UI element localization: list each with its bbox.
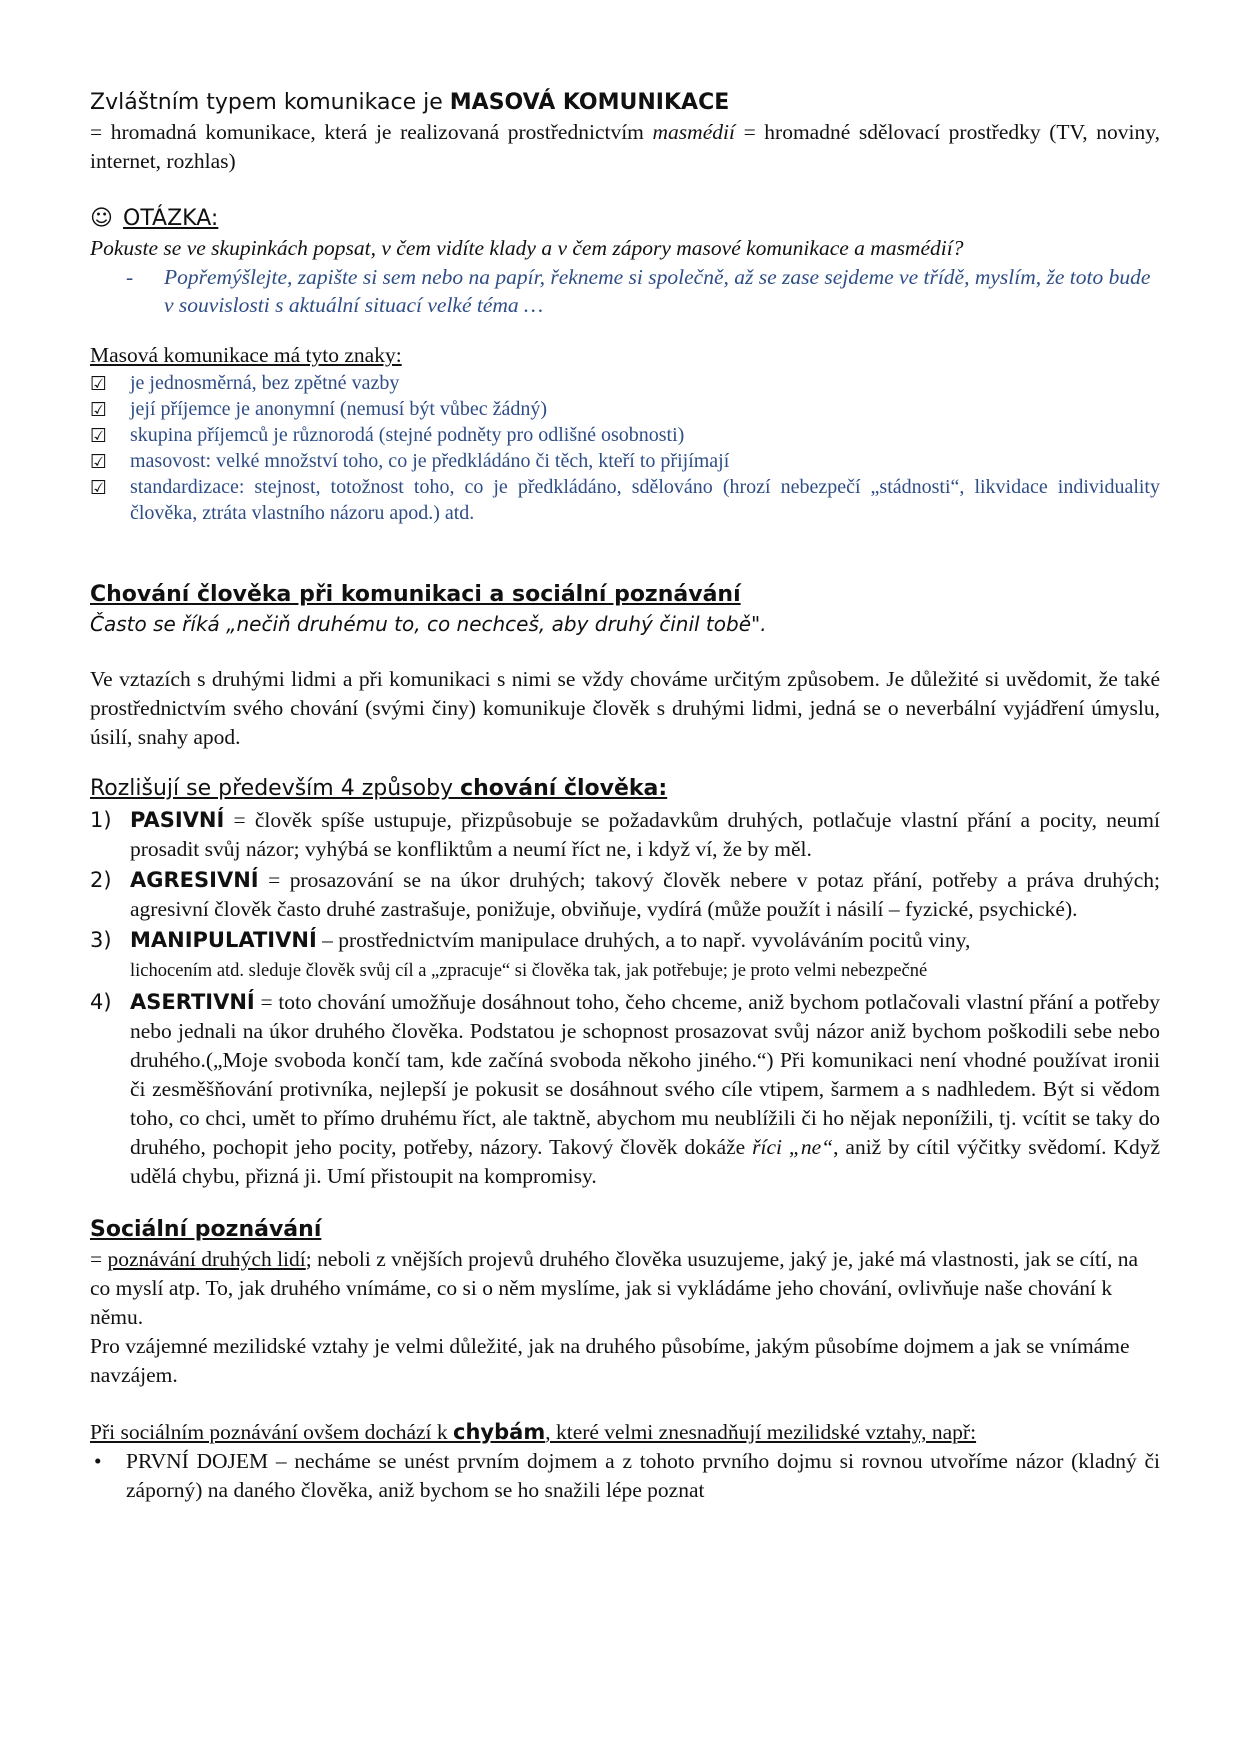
question-hint-text: Popřemýšlejte, zapište si sem nebo na papír, řekneme si společně, až se zase sejdeme ve třídě, myslím, že toto bude v souvislosti s aktuální situací velké téma … xyxy=(164,265,1151,317)
bullet-marker: • xyxy=(94,1449,102,1473)
mass-def-a: = hromadná komunikace, která je realizovaná prostřednictvím xyxy=(90,120,653,144)
mass-title-prefix: Zvláštním typem komunikace je xyxy=(90,90,450,115)
traits-list xyxy=(90,370,1160,526)
behavior-type-manipulative: 3) MANIPULATIVNÍ – prostřednictvím manipulace druhých, a to např. vyvoláváním pocitů viny, lichocením atd. sleduje člověk svůj cíl a „zpracuje“ si člověka tak, jak potřebuje; je proto velmi nebezpečné xyxy=(90,928,971,981)
mass-definition xyxy=(90,118,1160,176)
errors-intro: Při sociálním poznávání ovšem dochází k chybám, které velmi znesnadňují mezilidské vztahy, např: xyxy=(90,1420,977,1444)
mass-def-em: masmédií xyxy=(652,120,735,144)
mass-title-bold: MASOVÁ KOMUNIKACE xyxy=(449,90,730,115)
checkbox-checked-icon: ☑ xyxy=(90,451,108,473)
mass-title xyxy=(90,88,1160,118)
question-heading xyxy=(90,204,1160,234)
question-label: OTÁZKA: xyxy=(123,206,219,231)
question-text: Pokuste se ve skupinkách popsat, v čem vidíte klady a v čem zápory masové komunikace a masmédií? xyxy=(90,236,964,260)
error-first-impression: • PRVNÍ DOJEM – necháme se unést prvním dojmem a z tohoto prvního dojmu si rovnou utvoříme názor (kladný či záporný) na daného člověka, aniž bychom se ho snažili lépe poznat xyxy=(94,1449,1160,1502)
checkbox-checked-icon: ☑ xyxy=(90,399,108,421)
smiley-icon: ☺ xyxy=(90,206,113,231)
traits-heading: Masová komunikace má tyto znaky: xyxy=(90,343,402,367)
trait-item: ☑ masovost: velké množství toho, co je předkládáno či těch, kteří to přijímají xyxy=(90,450,730,473)
document-page xyxy=(90,88,1160,1505)
behavior-type-aggressive: 2) AGRESIVNÍ = prosazování se na úkor druhých; takový člověk nebere v potaz přání, potřeby a práva druhých; agresivní člověk často druhé zastrašuje, ponižuje, obviňuje, vydírá (může použít i násilí – fyzické, psychické). xyxy=(90,868,1160,921)
trait-item: ☑ její příjemce je anonymní (nemusí být vůbec žádný) xyxy=(90,398,548,421)
trait-item: ☑ standardizace: stejnost, totožnost toho, co je předkládáno, sdělováno (hrozí nebezpečí „stádnosti“, likvidace individuality člověka, ztráta vlastního názoru apod.) atd. xyxy=(90,476,1160,524)
social-paragraph: Pro vzájemné mezilidské vztahy je velmi důležité, jak na druhého působíme, jakým působíme dojmem a jak se vnímáme navzájem. xyxy=(90,1334,1130,1387)
behavior-type-passive: 1) PASIVNÍ = člověk spíše ustupuje, přizpůsobuje se požadavkům druhých, potlačuje vlastní přání a pocity, neumí prosadit svůj názor; vyhýbá se konfliktům a neumí říct ne, i když ví, že by měl. xyxy=(90,808,1160,861)
social-heading: Sociální poznávání xyxy=(90,1217,322,1242)
errors-list xyxy=(90,1447,1160,1505)
types-intro: Rozlišují se především 4 způsoby chování člověka: xyxy=(90,776,668,801)
social-def-term: poznávání druhých lidí xyxy=(107,1247,306,1271)
checkbox-checked-icon: ☑ xyxy=(90,477,108,499)
dash-marker: - xyxy=(126,265,134,289)
behavior-types-list xyxy=(90,806,1160,1191)
behavior-type-assertive: 4) ASERTIVNÍ = toto chování umožňuje dosáhnout toho, čeho chceme, aniž bychom potlačovali vlastní přání a potřeby nebo jednali na úkor druhého člověka. Podstatou je schopnost prosazovat svůj názor aniž bychom poškodili sebe nebo druhého.(„Moje svoboda končí tam, kde začíná svoboda někoho jiného.“) Při komunikaci není vhodné používat ironii či zesměšňování protivníka, nejlepší je pokusit se dosáhnout svého cíle vtipem, šarmem a s nadhledem. Být si vědom toho, co chci, umět to přímo druhému říct, ale taktně, abychom mu neublížili či ho nějak neponížili, tj. vcítit se taky do druhého, pochopit jeho pocity, potřeby, názory. Takový člověk dokáže říci „ne“, aniž by cítil výčitky svědomí. Když udělá chybu, přizná ji. Umí přistoupit na kompromisy. xyxy=(90,990,1160,1188)
behavior-heading: Chování člověka při komunikaci a sociální poznávání xyxy=(90,582,741,607)
checkbox-checked-icon: ☑ xyxy=(90,425,108,447)
question-hint xyxy=(126,263,1160,319)
behavior-quote: Často se říká „nečiň druhému to, co nechceš, aby druhý činil tobě". xyxy=(90,612,767,636)
mass-def-b: = hromadné sdělovací prostředky (TV, noviny, internet, rozhlas) xyxy=(90,120,1160,173)
trait-item: ☑ je jednosměrná, bez zpětné vazby xyxy=(90,372,400,395)
behavior-paragraph: Ve vztazích s druhými lidmi a při komunikaci s nimi se vždy chováme určitým způsobem. Je důležité si uvědomit, že také prostřednictvím svého chování (svými činy) komunikuje člověk s druhými lidmi, jedná se o neverbální vyjádření úmyslu, úsilí, snahy apod. xyxy=(90,667,1160,749)
trait-item: ☑ skupina příjemců je různorodá (stejné podněty pro odlišné osobnosti) xyxy=(90,424,685,447)
checkbox-checked-icon: ☑ xyxy=(90,373,108,395)
question-hint-list xyxy=(126,263,1160,319)
social-definition: = poznávání druhých lidí; neboli z vnějších projevů druhého člověka usuzujeme, jaký je, jaké má vlastnosti, jak se cítí, na co myslí atp. To, jak druhého vnímáme, co si o něm myslíme, jak si vykládáme jeho chování, ovlivňuje naše chování k němu. xyxy=(90,1247,1139,1329)
